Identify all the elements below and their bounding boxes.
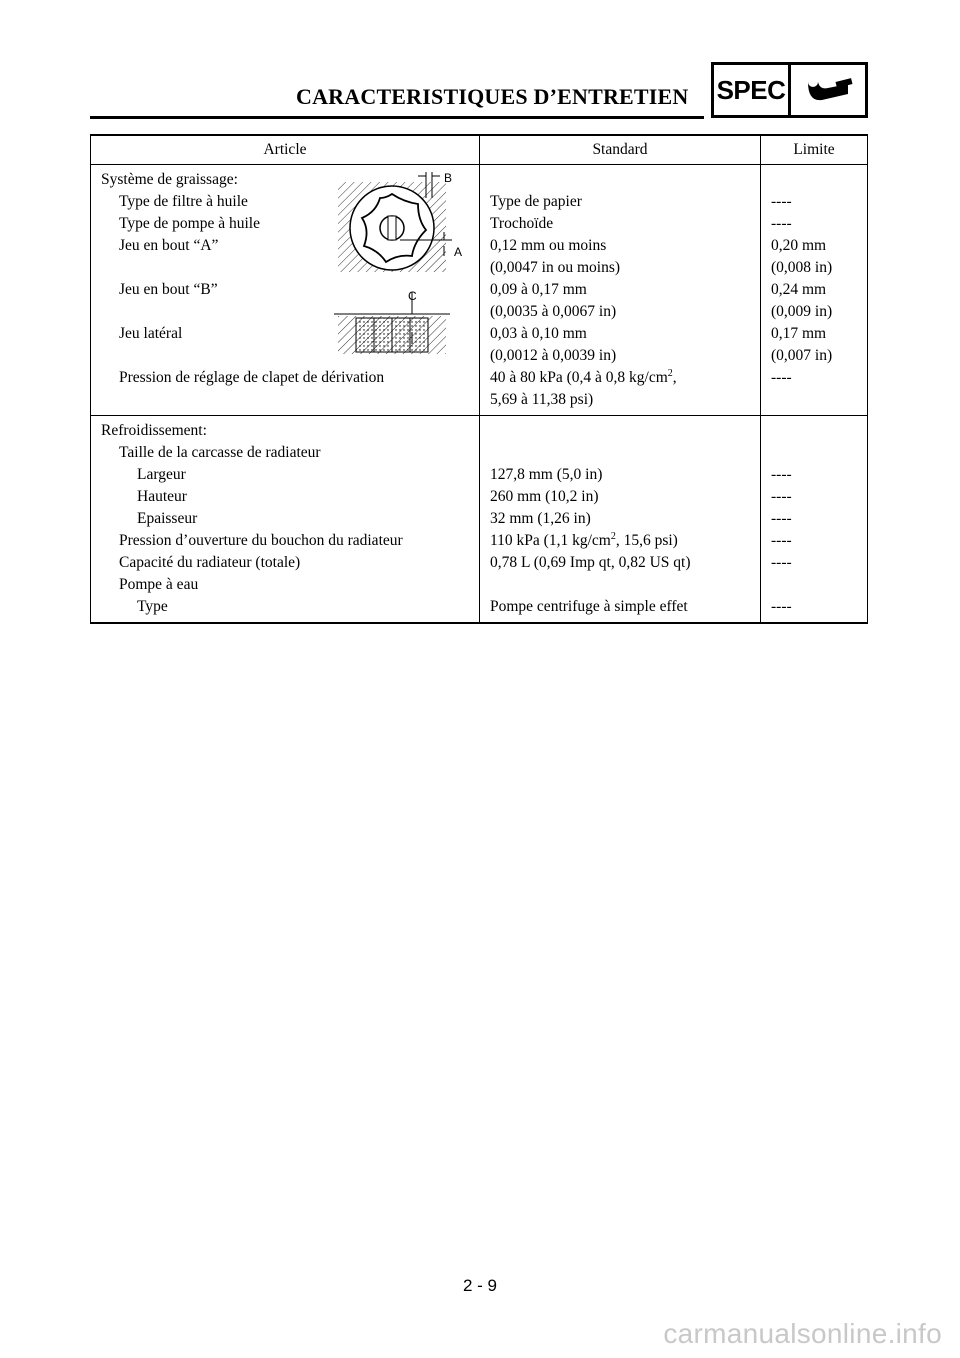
group-heading: Refroidissement: bbox=[91, 416, 480, 443]
standard-value: 0,78 L (0,69 Imp qt, 0,82 US qt) bbox=[480, 552, 761, 574]
spec-table bbox=[90, 134, 868, 624]
item-label: Type de pompe à huile bbox=[119, 215, 260, 232]
spec-badge: SPEC bbox=[711, 62, 791, 118]
group-heading-row bbox=[91, 165, 868, 192]
item-label: Pression de réglage de clapet de dérivation bbox=[119, 369, 385, 386]
title-rule bbox=[90, 116, 704, 119]
standard-value: 260 mm (10,2 in) bbox=[480, 486, 761, 508]
standard-value: 32 mm (1,26 in) bbox=[480, 508, 761, 530]
table-row bbox=[91, 508, 868, 530]
limit-value: ---- bbox=[761, 486, 868, 508]
limit-value: ---- bbox=[761, 367, 868, 416]
item-label: Taille de la carcasse de radiateur bbox=[119, 444, 321, 461]
table-row: Pression d’ouverture du bouchon du radiateur 110 kPa (1,1 $kg/cm^2$, 15,6 psi) ---- bbox=[91, 530, 868, 552]
standard-value-imperial: (0,0035 à 0,0067 in) bbox=[490, 303, 617, 320]
group-heading: Système de graissage: bbox=[91, 165, 480, 192]
limit-value: ---- bbox=[761, 191, 868, 213]
limit-value-imperial: (0,008 in) bbox=[771, 259, 833, 276]
standard-value: 40 à 80 kPa (0,4 à 0,8 $kg/cm^2$, bbox=[490, 367, 677, 386]
item-label: Jeu latéral bbox=[119, 325, 183, 342]
table-row bbox=[91, 486, 868, 508]
standard-value: Type de papier bbox=[480, 191, 761, 213]
group-heading-row bbox=[91, 416, 868, 443]
col-header-limit: Limite bbox=[761, 135, 868, 165]
label-a: A bbox=[454, 245, 463, 259]
limit-value: 0,20 mm bbox=[771, 237, 827, 254]
limit-value: ---- bbox=[761, 552, 868, 574]
standard-value: Trochoïde bbox=[480, 213, 761, 235]
table-row bbox=[91, 464, 868, 486]
standard-value: Pompe centrifuge à simple effet bbox=[480, 596, 761, 623]
limit-value: ---- bbox=[761, 464, 868, 486]
table-row bbox=[91, 574, 868, 596]
table-row bbox=[91, 235, 868, 279]
item-label: Capacité du radiateur (totale) bbox=[119, 554, 301, 571]
page-number: 2 - 9 bbox=[462, 1276, 498, 1295]
table-row bbox=[91, 213, 868, 235]
item-label: Epaisseur bbox=[137, 510, 198, 527]
standard-value: 0,09 à 0,17 mm bbox=[490, 281, 587, 298]
item-label: Largeur bbox=[137, 466, 186, 483]
limit-value: ---- bbox=[761, 530, 868, 552]
col-header-article: Article bbox=[91, 135, 480, 165]
table-row bbox=[91, 191, 868, 213]
limit-value: 0,17 mm bbox=[771, 325, 827, 342]
standard-value-imperial: (0,0047 in ou moins) bbox=[490, 259, 621, 276]
table-row bbox=[91, 367, 868, 416]
standard-value: 0,03 à 0,10 mm bbox=[490, 325, 587, 342]
col-header-standard: Standard bbox=[480, 135, 761, 165]
limit-value: ---- bbox=[761, 213, 868, 235]
table-row bbox=[91, 279, 868, 323]
item-label: Hauteur bbox=[137, 488, 187, 505]
table-row bbox=[91, 596, 868, 623]
limit-value: 0,24 mm bbox=[771, 281, 827, 298]
item-label: Jeu en bout “A” bbox=[119, 237, 219, 254]
standard-value: 0,12 mm ou moins bbox=[490, 237, 607, 254]
table-row bbox=[91, 442, 868, 464]
standard-value-imperial: 5,69 à 11,38 psi) bbox=[490, 391, 594, 408]
standard-value: 127,8 mm (5,0 in) bbox=[480, 464, 761, 486]
wrench-icon bbox=[788, 62, 868, 118]
watermark: carmanualsonline.info bbox=[663, 1318, 942, 1349]
limit-value-imperial: (0,009 in) bbox=[771, 303, 833, 320]
item-label: Jeu en bout “B” bbox=[119, 281, 218, 298]
item-label: Pression d’ouverture du bouchon du radiateur bbox=[119, 532, 403, 549]
table-row bbox=[91, 323, 868, 367]
oil-pump-diagram bbox=[334, 168, 470, 356]
limit-value-imperial: (0,007 in) bbox=[771, 347, 833, 364]
item-label: Type bbox=[137, 598, 168, 615]
limit-value: ---- bbox=[761, 508, 868, 530]
table-row bbox=[91, 552, 868, 574]
standard-value-imperial: (0,0012 à 0,0039 in) bbox=[490, 347, 617, 364]
standard-value: 110 kPa (1,1 kg/cm bbox=[490, 532, 611, 549]
page-title: CARACTERISTIQUES D’ENTRETIEN bbox=[296, 84, 689, 109]
item-label: Pompe à eau bbox=[119, 576, 199, 593]
label-c: C bbox=[408, 289, 417, 303]
item-label: Type de filtre à huile bbox=[119, 193, 248, 210]
table-header-row bbox=[91, 135, 868, 165]
label-b: B bbox=[444, 171, 453, 185]
limit-value: ---- bbox=[761, 596, 868, 623]
